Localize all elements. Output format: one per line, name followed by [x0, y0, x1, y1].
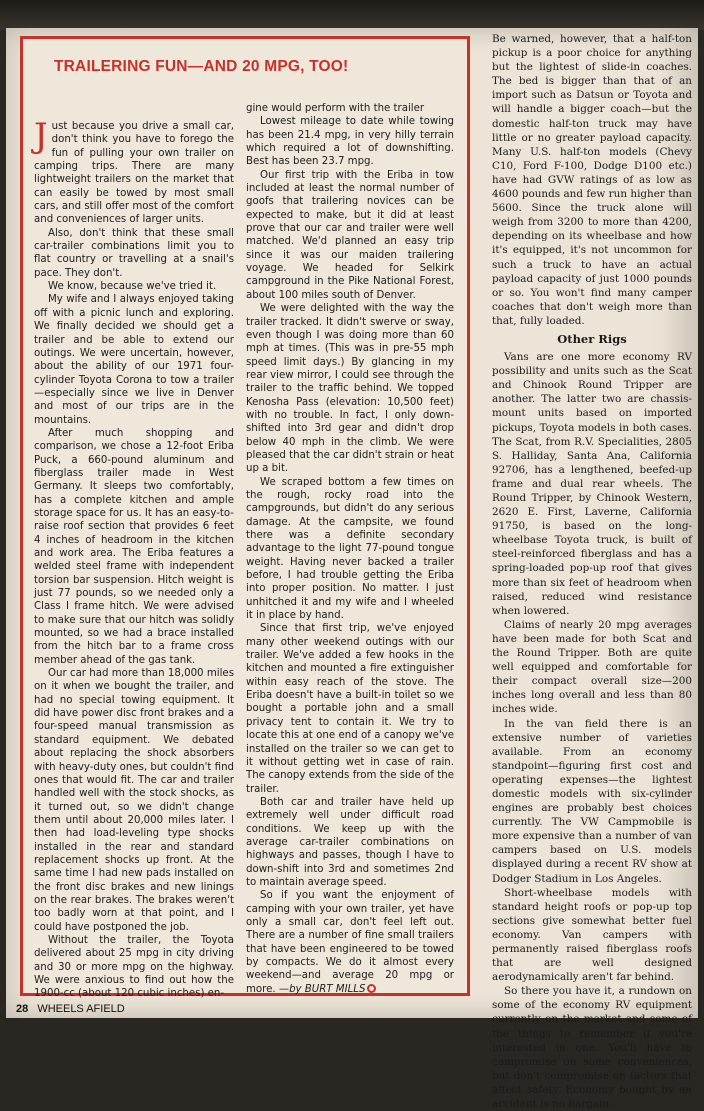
drop-cap: J — [34, 116, 48, 156]
article-paragraph: Short-wheelbase models with standard height roofs or pop-up top sections give somewhat better fuel economy. Van campers with permanently raised fiberglass roofs that are well designed aerodynamically aren't far behind. — [492, 886, 692, 984]
sidebar-title: TRAILERING FUN—AND 20 MPG, TOO! — [54, 58, 349, 75]
section-heading: Other Rigs — [557, 331, 627, 346]
sidebar-paragraph: Our car had more than 18,000 miles on it when we bought the trailer, and had no special towing equipment. It did have power disc front brakes and a four-speed manual transmission as standard equipment. We debated about replacing the shock absorbers with heavy-duty ones, but couldn't find ones that would fit. The car and trailer handled well with the stock shocks, as it turned out, so we didn't change them until about 20,000 miles later. I then had load-leveling type shocks installed in the rear and standard replacement shocks up front. At the same time I had new pads installed on the front disc brakes and new linings on the rear brakes. The brakes weren't too badly worn at that point, and I could have postponed the job. — [34, 668, 234, 933]
sidebar-paragraph: Since that first trip, we've enjoyed many other weekend outings with our trailer. We've added a few hooks in the kitchen and mounted a fire extinguisher within easy reach of the stove. The Eriba doesn't have a built-in toilet so we bought a portable john and a small privacy tent to contain it. We try to locate this at one end of a canopy we've installed on the trailer so we can get to it without getting wet in case of rain. The canopy extends from the side of the trailer. — [246, 623, 454, 795]
article-paragraph: Be warned, however, that a half-ton pickup is a poor choice for anything but the lightest of slide-in coaches. The bed is bigger than that of an import such as Datsun or Toyota and will handle a bigger coach—but the domestic half-ton truck may have little or no greater payload capacity. Many U.S. half-ton models (Chevy C10, Ford F-100, Dodge D100 etc.) have had GVW ratings of as low as 4600 pounds and few run higher than 5600. Since the truck alone will weigh from 3200 to more than 4200, depending on its wheelbase and how it's equipped, it's not uncommon for such a truck to have an actual payload capacity of just 1000 pounds or so. You won't find many camper coaches that don't weigh more than that, fully loaded. — [492, 33, 692, 327]
sidebar-paragraph: Our first trip with the Eriba in tow included at least the normal number of goofs that trailering novices can be expected to make, but it did at least prove that our car and trailer were well matched. We'd planned an easy trip since it was our maiden trailering voyage. We headed for Selkirk campground in the Pike National Forest, about 100 miles south of Denver. — [246, 169, 454, 301]
byline: —by BURT MILLS — [278, 983, 366, 995]
article-paragraph: In the van field there is an extensive number of varieties available. From an economy standpoint—figuring first cost and operating expenses—the lightest domestic models with six-cylinder engines are probably best choices currently. The VW Campmobile is more expensive than a number of van campers based on U.S. models displayed during a recent RV show at Dodger Stadium in Los Angeles. — [492, 717, 692, 885]
magazine-name: WHEELS AFIELD — [37, 1003, 125, 1015]
sidebar-column-1 — [34, 116, 234, 1001]
sidebar-paragraph: Both car and trailer have held up extremely well under difficult road conditions. We keep up with the average car-trailer combinations on highways and passes, though I have to down-shift into 3rd and sometimes 2nd to maintain average speed. — [246, 796, 454, 888]
sidebar-paragraph: So if you want the enjoyment of camping with your own trailer, yet have only a small car, don't feel left out. There are a number of fine small trailers that have been engineered to be towed by compacts. We do it almost every weekend—and average 20 mpg or more. —by BURT MILLS — [246, 890, 454, 995]
end-mark-icon — [367, 984, 376, 993]
page-top-shadow — [0, 0, 704, 30]
sidebar-paragraph: Also, don't think that these small car-trailer combinations limit you to flat country or travelling at a snail's pace. They don't. — [34, 227, 234, 279]
page-number: 28 — [16, 1003, 29, 1015]
sidebar-column-2 — [246, 102, 454, 996]
article-paragraph: Claims of nearly 20 mpg averages have been made for both Scat and the Round Tripper. Both are quite well equipped and comfortable for their compact overall size—200 inches long overall and less than 80 inches wide. — [492, 618, 692, 716]
main-article-column — [492, 32, 692, 1111]
sidebar-paragraph: Without the trailer, the Toyota delivered about 25 mpg in city driving and 30 or more mpg on the highway. We were anxious to find out how the 1900-cc (about 120 cubic inches) en- — [34, 934, 234, 1000]
sidebar-paragraph: My wife and I always enjoyed taking off with a picnic lunch and exploring. We finally decided we should get a trailer and be able to extend our outings. We were uncertain, however, about the ability of our 1971 four-cylinder Toyota Corona to tow a trailer—especially since we live in Denver and most of our trips are in the mountains. — [34, 294, 234, 426]
article-paragraph: So there you have it, a rundown on some of the economy RV equipment currently on the market and some of the things to remember if you're interested in one. You'll have to compromise on some conveniences, but don't compromise on factors that affect safety. Economy bought by an accident is no bargain. — [492, 985, 692, 1111]
sidebar-paragraph: We were delighted with the way the trailer tracked. It didn't swerve or sway, even though I was doing more than 60 mph at times. (This was in pre-55 mph speed limit days.) By glancing in my rear view mirror, I could see through the trailer to the traffic behind. We topped Kenosha Pass (elevation: 10,500 feet) with no trouble. In fact, I only down-shifted into 3rd gear and didn't drop below 40 mph in the climb. We were pleased that the car didn't strain or heat up a bit. — [246, 303, 454, 475]
article-paragraph: Vans are one more economy RV possibility and units such as the Scat and Chinook Round Tripper are another. The latter two are chassis-mount units based on imported pickups, Toyota models in both cases. The Scat, from R.V. Specialities, 2805 S. Halliday, Santa Ana, California 92706, has a lengthened, beefed-up frame and dual rear wheels. The Round Tripper, by Chinook Western, 2620 E. First, Laverne, California 91750, is based on the long-wheelbase Toyota truck, is built of steel-reinforced fiberglass and has a spring-loaded pop-up roof that gives more than six feet of headroom when raised, reduced wind resistance when lowered. — [492, 351, 692, 617]
sidebar-paragraph: After much shopping and comparison, we chose a 12-foot Eriba Puck, a 660-pound aluminum and fiberglass trailer made in West Germany. It sleeps two comfortably, has a complete kitchen and ample storage space for us. It has an easy-to-raise roof section that provides 6 feet 4 inches of headroom in the kitchen and work area. The Eriba features a welded steel frame with independent torsion bar suspension. Hitch weight is just 77 pounds, so we needed only a Class I frame hitch. We were advised to make sure that our hitch was solidly mounted, so we had a brace installed from the hitch bar to a frame cross member ahead of the gas tank. — [34, 427, 234, 666]
sidebar-paragraph: We scraped bottom a few times on the rough, rocky road into the campgrounds, but didn't do any serious damage. At the campsite, we found there was a definite secondary advantage to the light 77-pound tongue weight. Having never backed a trailer before, I had trouble getting the Eriba into proper position. No matter. I just unhitched it and my wife and I wheeled it in place by hand. — [246, 476, 454, 622]
sidebar-paragraph: Just because you drive a small car, don't think you have to forego the fun of pulling your own trailer on camping trips. There are many lightweight trailers on the market that can easily be towed by most small cars, and still offer most of the comfort and conveniences of larger units. — [34, 116, 234, 226]
sidebar-paragraph: Lowest mileage to date while towing has been 21.4 mpg, in very hilly terrain which required a lot of downshifting. Best has been 23.7 mpg. — [246, 116, 454, 168]
sidebar-paragraph: gine would perform with the trailer — [246, 103, 425, 114]
sidebar-paragraph: We know, because we've tried it. — [48, 281, 217, 293]
page-footer — [16, 1003, 125, 1015]
